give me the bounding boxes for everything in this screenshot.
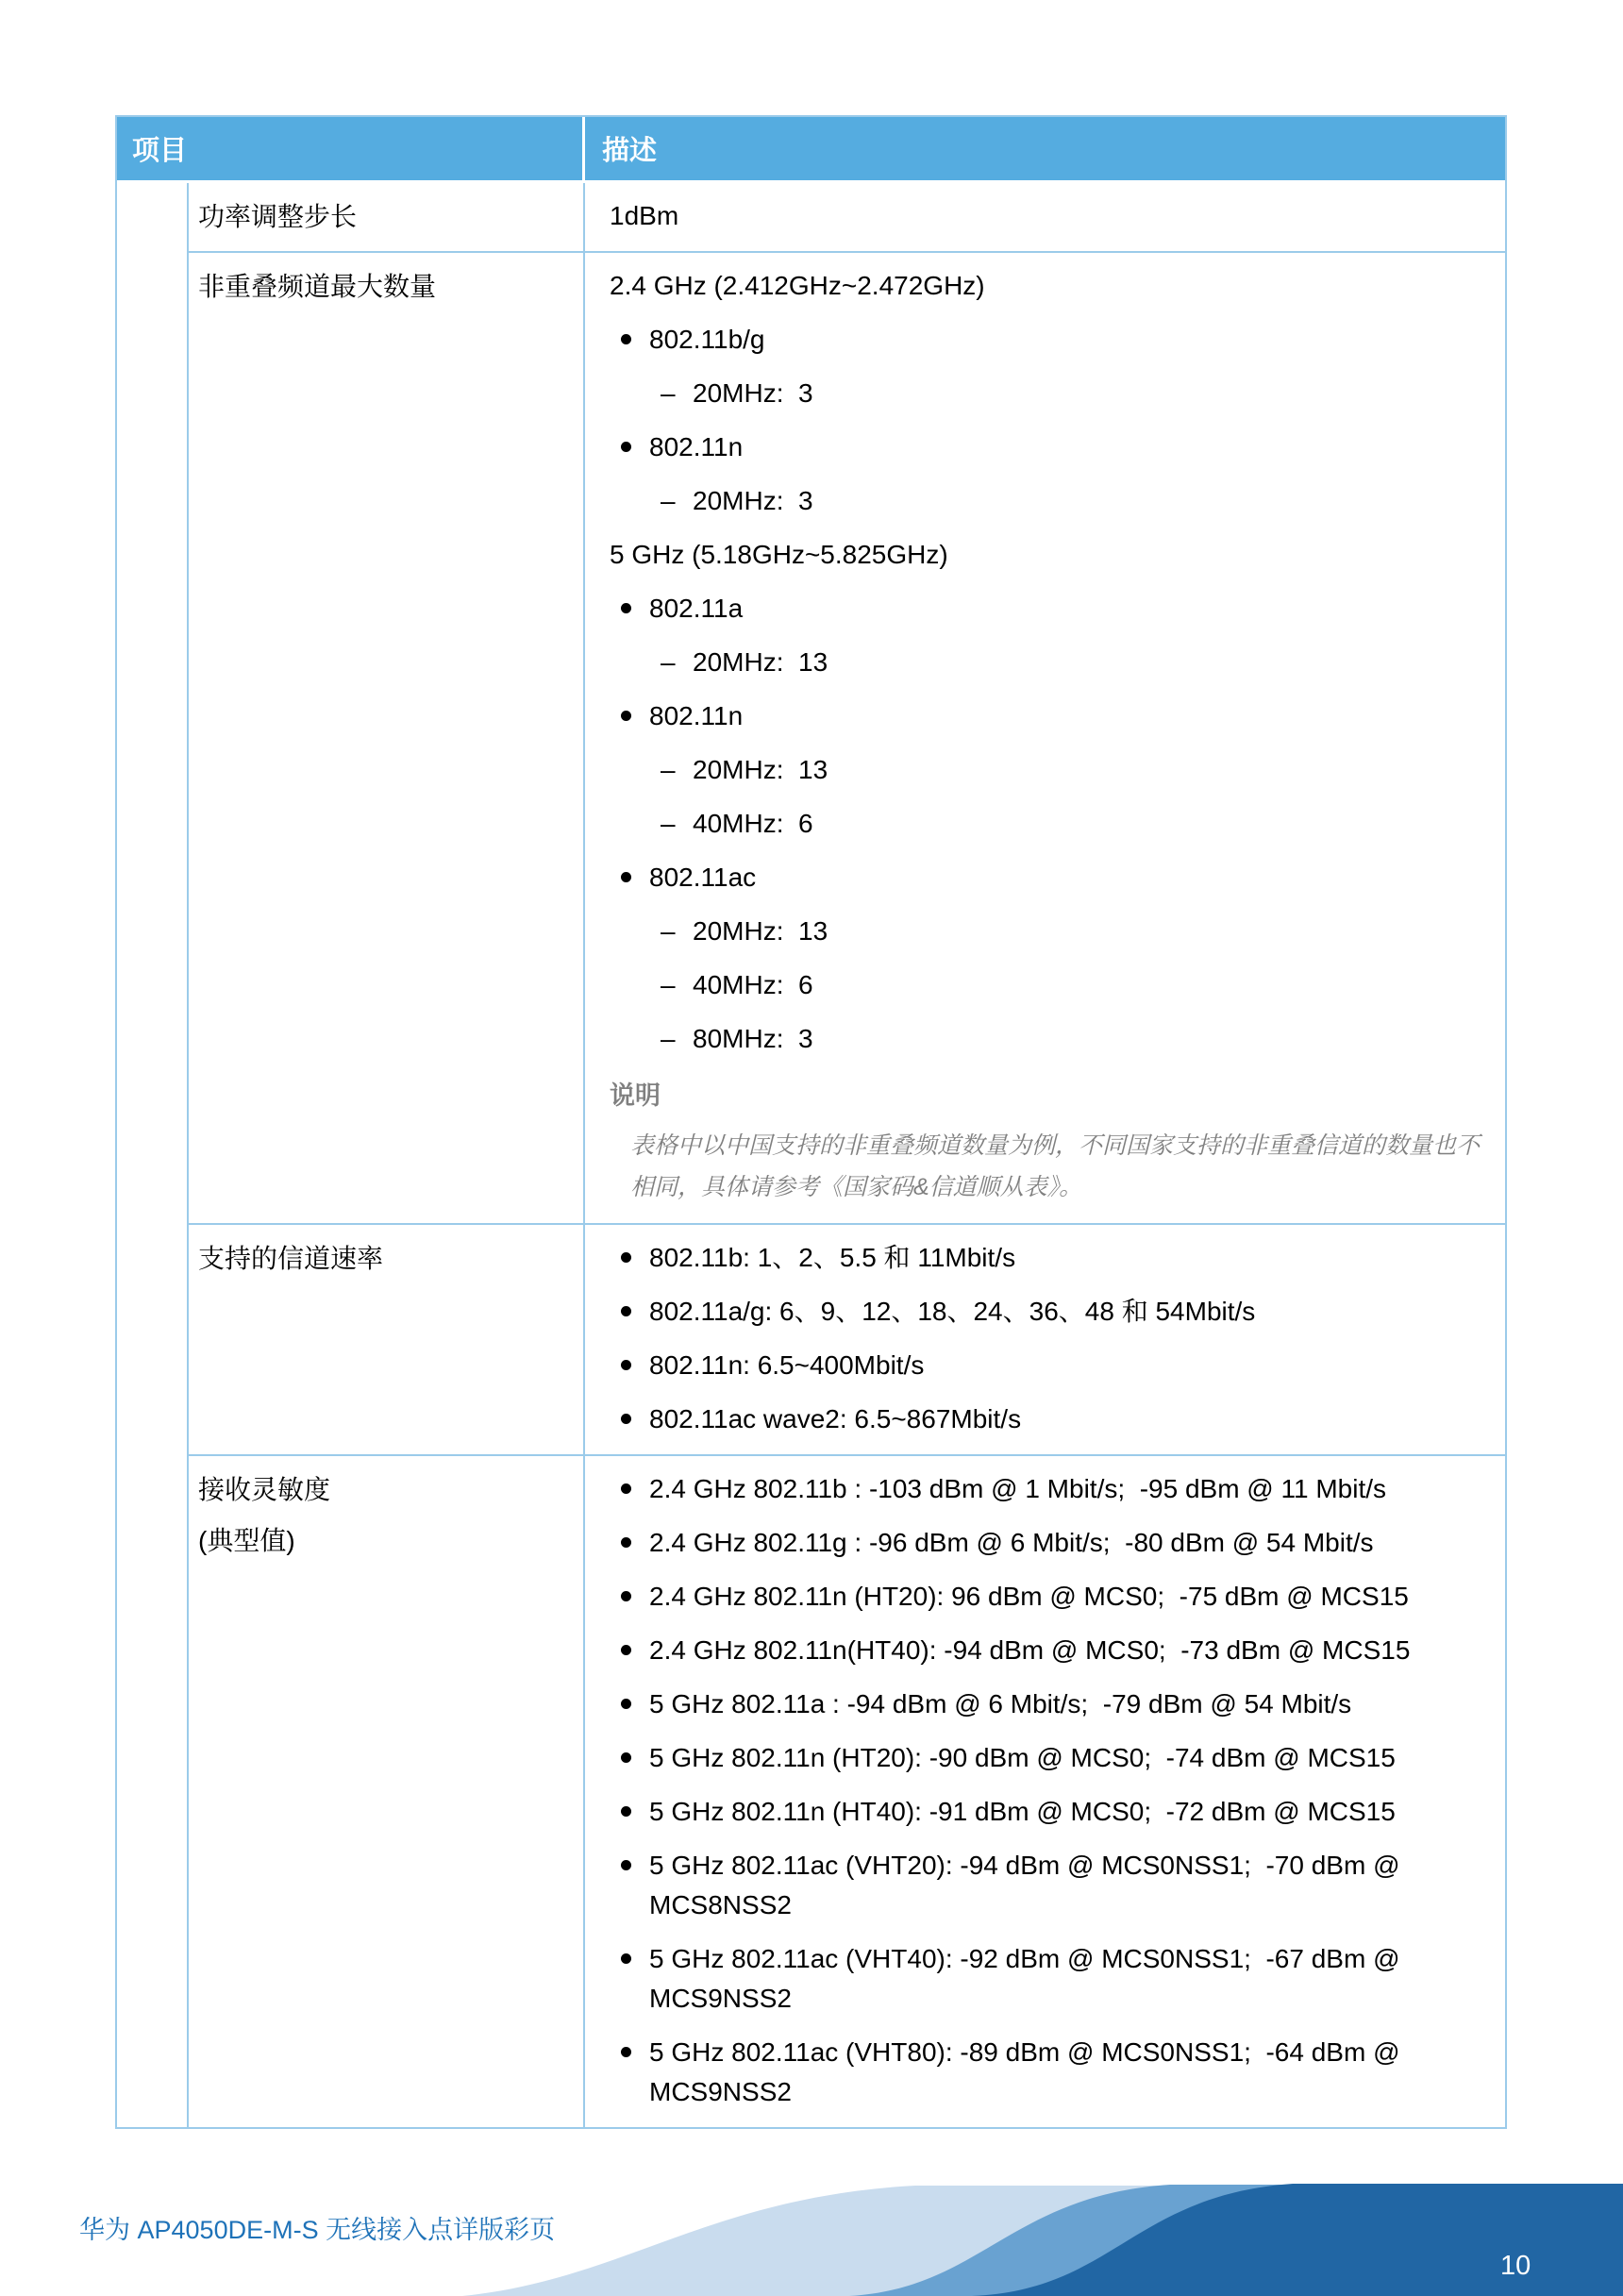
bullet-dot-icon <box>621 1292 649 1332</box>
footer-wave-graphic <box>406 2169 1623 2296</box>
bullet-dot-icon <box>621 1631 649 1670</box>
dash-text: 20MHz: 3 <box>693 378 813 408</box>
desc-dash-item <box>610 374 1482 413</box>
bullet-text: 802.11a <box>649 594 744 623</box>
table-header-desc <box>585 117 1505 183</box>
bullet-dot-icon <box>621 1523 649 1563</box>
desc-bullet-item <box>610 1469 1482 1509</box>
dash-text: 20MHz: 13 <box>693 647 828 677</box>
row-desc-channel-rates <box>585 1223 1505 1454</box>
desc-line: 1dBm <box>610 201 679 230</box>
row-label-text: 功率调整步长 <box>198 202 358 231</box>
dash-icon: – <box>661 378 676 408</box>
bullet-dot-icon <box>621 1939 649 2019</box>
desc-dash-item <box>610 750 1482 790</box>
table-header-desc-label: 描述 <box>602 136 658 166</box>
dash-text: 20MHz: 3 <box>693 486 813 515</box>
page-number: 10 <box>1500 2251 1531 2281</box>
desc-bullet-item <box>610 1738 1482 1778</box>
desc-dash-item <box>610 1019 1482 1059</box>
row-desc-rx-sensitivity <box>585 1454 1505 2127</box>
desc-bullet-item <box>610 1523 1482 1563</box>
bullet-text: 5 GHz 802.11ac (VHT40): -92 dBm @ MCS0NSS1; -67 dBm @ MCS9NSS2 <box>649 1944 1408 2013</box>
bullet-dot-icon <box>621 1738 649 1778</box>
desc-bullet-item <box>610 589 1482 628</box>
desc-bullet-item <box>610 1292 1482 1332</box>
desc-bullet-item <box>610 1939 1482 2019</box>
desc-line: 5 GHz (5.18GHz~5.825GHz) <box>610 540 948 569</box>
desc-bullet-item <box>610 1792 1482 1832</box>
desc-bullet-item <box>610 1631 1482 1670</box>
dash-icon: – <box>661 1024 676 1053</box>
bullet-dot-icon <box>621 1399 649 1439</box>
desc-bullet-item <box>610 1238 1482 1278</box>
desc-dash-item <box>610 912 1482 951</box>
desc-bullet-item <box>610 858 1482 897</box>
desc-bullet-item <box>610 427 1482 467</box>
dash-text: 40MHz: 6 <box>693 809 813 838</box>
dash-icon: – <box>661 970 676 999</box>
row-label-text-line2: (典型值) <box>198 1526 295 1555</box>
bullet-dot-icon <box>621 1792 649 1832</box>
bullet-text: 5 GHz 802.11a : -94 dBm @ 6 Mbit/s; -79 dBm @ 54 Mbit/s <box>649 1689 1352 1718</box>
bullet-text: 802.11n <box>649 701 744 730</box>
bullet-text: 802.11n <box>649 432 744 461</box>
desc-bullet-item <box>610 696 1482 736</box>
row-label-channel-rates <box>189 1223 585 1454</box>
desc-bullet-item <box>610 1399 1482 1439</box>
bullet-text: 802.11a/g: 6、9、12、18、24、36、48 和 54Mbit/s <box>649 1297 1256 1326</box>
table-header-item-label: 项目 <box>132 136 188 166</box>
footer-doc-title: 华为 AP4050DE-M-S 无线接入点详版彩页 <box>79 2216 556 2244</box>
row-label-text: 接收灵敏度 <box>198 1475 331 1504</box>
bullet-text: 802.11n: 6.5~400Mbit/s <box>649 1350 925 1380</box>
dash-text: 40MHz: 6 <box>693 970 813 999</box>
bullet-dot-icon <box>621 589 649 628</box>
bullet-dot-icon <box>621 1469 649 1509</box>
bullet-dot-icon <box>621 1346 649 1385</box>
dash-icon: – <box>661 486 676 515</box>
bullet-text: 802.11ac wave2: 6.5~867Mbit/s <box>649 1404 1022 1433</box>
dash-text: 20MHz: 13 <box>693 916 828 946</box>
row-desc-power-step <box>585 183 1505 251</box>
bullet-dot-icon <box>621 320 649 360</box>
bullet-text: 802.11ac <box>649 863 757 892</box>
desc-bullet-item <box>610 1346 1482 1385</box>
bullet-text: 802.11b/g <box>649 325 765 354</box>
desc-bullet-item <box>610 1846 1482 1925</box>
dash-text: 20MHz: 13 <box>693 755 828 784</box>
bullet-dot-icon <box>621 2033 649 2112</box>
desc-line: 2.4 GHz (2.412GHz~2.472GHz) <box>610 271 985 300</box>
bullet-dot-icon <box>621 1846 649 1925</box>
row-label-text: 支持的信道速率 <box>198 1244 384 1273</box>
dash-text: 80MHz: 3 <box>693 1024 813 1053</box>
bullet-text: 2.4 GHz 802.11n (HT20): 96 dBm @ MCS0; -75 dBm @ MCS15 <box>649 1582 1409 1611</box>
desc-bullet-item <box>610 1577 1482 1617</box>
row-label-max-channels <box>189 251 585 1223</box>
dash-icon: – <box>661 916 676 946</box>
bullet-dot-icon <box>621 1238 649 1278</box>
bullet-text: 802.11b: 1、2、5.5 和 11Mbit/s <box>649 1243 1016 1272</box>
bullet-text: 2.4 GHz 802.11g : -96 dBm @ 6 Mbit/s; -80 dBm @ 54 Mbit/s <box>649 1528 1374 1557</box>
dash-icon: – <box>661 809 676 838</box>
table-merged-category-cell <box>117 183 189 2127</box>
desc-bullet-item <box>610 320 1482 360</box>
desc-dash-item <box>610 481 1482 521</box>
bullet-dot-icon <box>621 696 649 736</box>
bullet-text: 5 GHz 802.11ac (VHT20): -94 dBm @ MCS0NSS1; -70 dBm @ MCS8NSS2 <box>649 1851 1408 1919</box>
row-label-power-step <box>189 183 585 251</box>
note-title: 说明 <box>610 1081 661 1110</box>
row-label-rx-sensitivity <box>189 1454 585 2127</box>
desc-bullet-item <box>610 1684 1482 1724</box>
note-body: 表格中以中国支持的非重叠频道数量为例，不同国家支持的非重叠信道的数量也不相同，具体请参考《国家码&信道顺从表》。 <box>630 1132 1481 1200</box>
bullet-text: 5 GHz 802.11n (HT40): -91 dBm @ MCS0; -72 dBm @ MCS15 <box>649 1797 1396 1826</box>
row-label-text: 非重叠频道最大数量 <box>198 272 437 301</box>
bullet-dot-icon <box>621 427 649 467</box>
dash-icon: – <box>661 647 676 677</box>
bullet-text: 5 GHz 802.11ac (VHT80): -89 dBm @ MCS0NSS1; -64 dBm @ MCS9NSS2 <box>649 2037 1408 2106</box>
dash-icon: – <box>661 755 676 784</box>
spec-table <box>115 115 1507 2129</box>
desc-bullet-item <box>610 2033 1482 2112</box>
bullet-text: 2.4 GHz 802.11n(HT40): -94 dBm @ MCS0; -73 dBm @ MCS15 <box>649 1635 1411 1665</box>
table-header-item <box>117 117 585 183</box>
desc-dash-item <box>610 643 1482 682</box>
row-desc-max-channels <box>585 251 1505 1223</box>
bullet-text: 5 GHz 802.11n (HT20): -90 dBm @ MCS0; -74 dBm @ MCS15 <box>649 1743 1396 1772</box>
bullet-text: 2.4 GHz 802.11b : -103 dBm @ 1 Mbit/s; -95 dBm @ 11 Mbit/s <box>649 1474 1387 1503</box>
bullet-dot-icon <box>621 1577 649 1617</box>
bullet-dot-icon <box>621 1684 649 1724</box>
desc-dash-item <box>610 804 1482 844</box>
bullet-dot-icon <box>621 858 649 897</box>
desc-dash-item <box>610 965 1482 1005</box>
